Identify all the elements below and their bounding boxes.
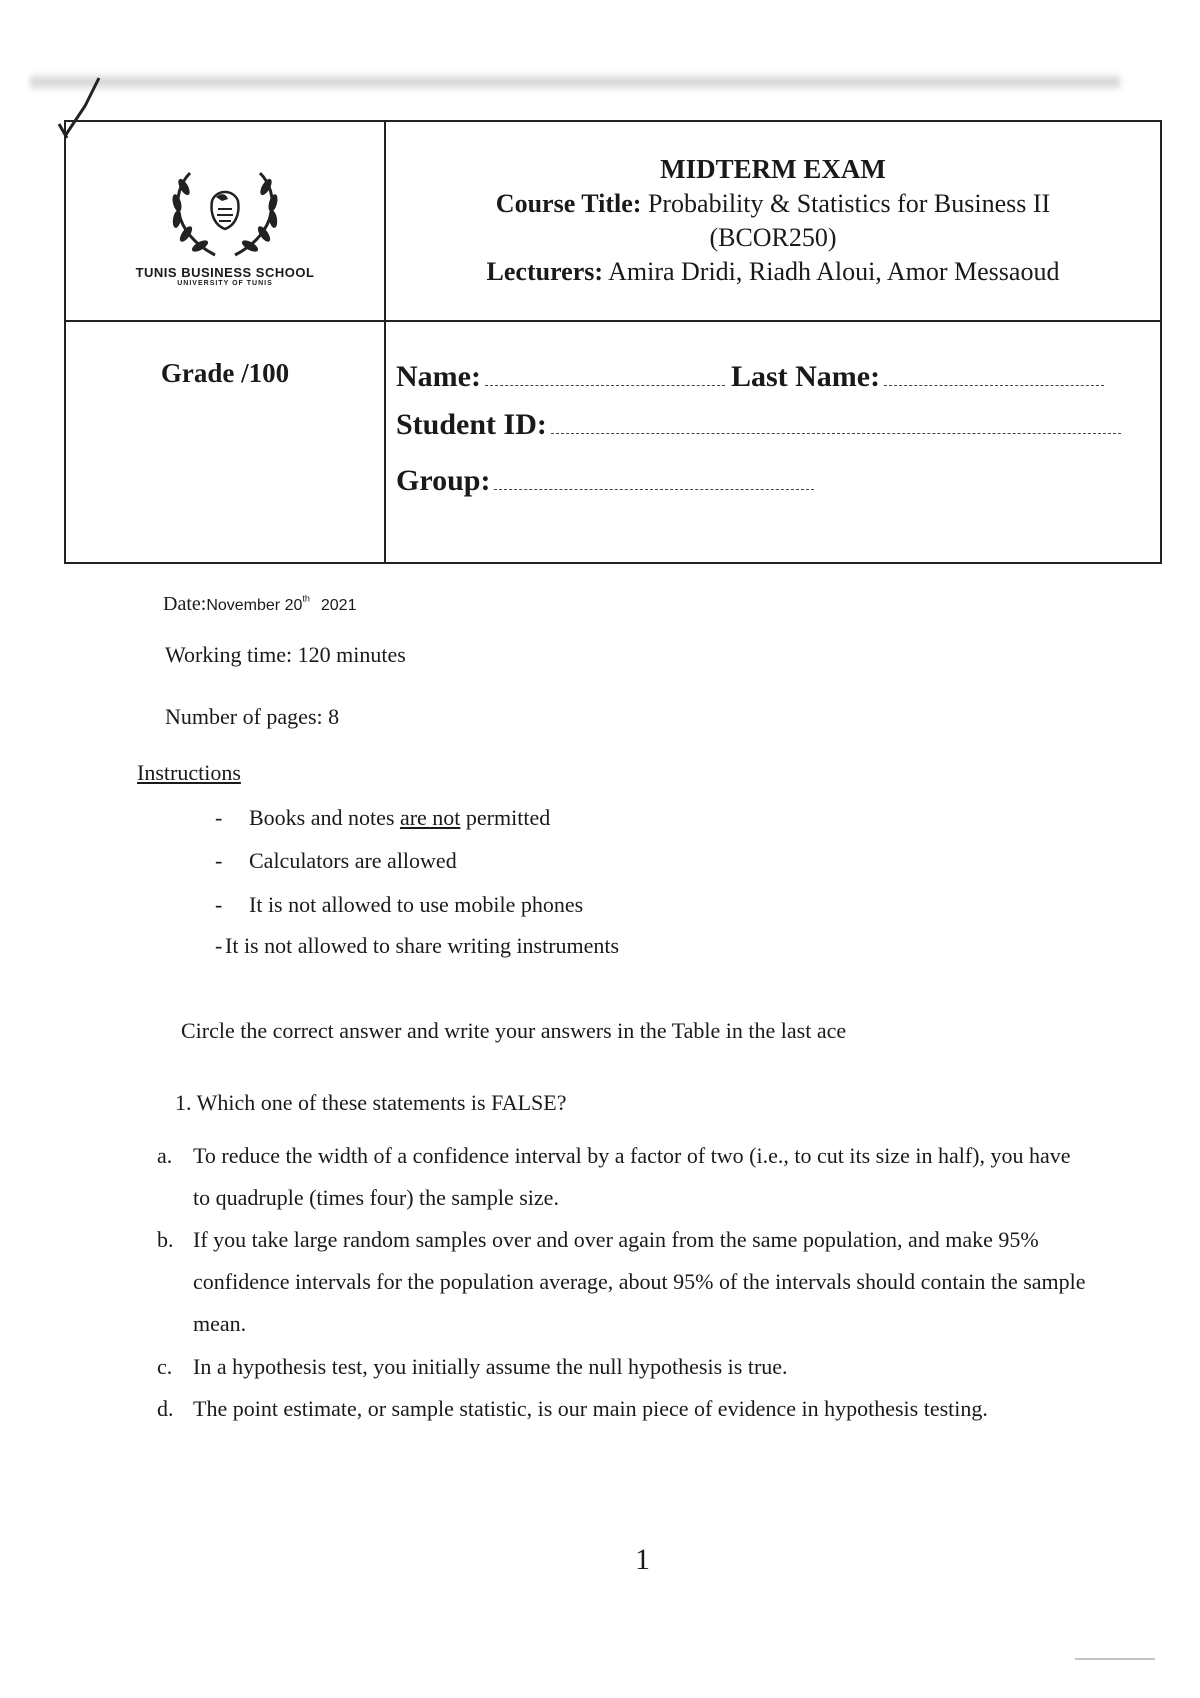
title-cell [386,122,1160,322]
logo-cell [66,122,386,322]
course-title-label: Course Title: [495,189,642,218]
instruction-text: It is not allowed to use mobile phones [249,892,584,917]
option-letter: b. [157,1227,174,1252]
answer-option-c[interactable] [157,1346,1117,1388]
name-field[interactable] [485,361,725,386]
last-name-label: Last Name: [730,360,881,393]
bullet-dash: - [215,805,223,830]
course-code: (BCOR250) [709,223,837,252]
instruction-item [215,933,619,959]
question-text: Which one of these statements is FALSE? [196,1090,567,1115]
date-year: 2021 [320,597,357,614]
instruction-item [215,892,583,918]
exam-date [163,590,356,616]
course-title-line [386,189,1160,219]
question-number: 1. [175,1090,192,1115]
bullet-dash: - [215,933,223,958]
name-row [396,360,1160,394]
date-month-day: November 20 [206,597,303,614]
answer-option-d[interactable] [157,1388,1117,1430]
scan-corner-mark [1075,1658,1155,1660]
instruction-text: It is not allowed to share writing instruments [225,933,620,958]
lecturers-value: Amira Dridi, Riadh Aloui, Amor Messaoud [608,257,1060,286]
group-label: Group: [396,464,491,497]
logo-school-name: TUNIS BUSINESS SCHOOL [135,265,315,280]
exam-title: MIDTERM EXAM [660,154,886,184]
option-text: To reduce the width of a confidence interval by a factor of two (i.e., to cut its size in half), you have to quadruple (times four) the sample size. [193,1143,1071,1210]
student-id-field[interactable] [551,409,1121,434]
course-title-value: Probability & Statistics for Business II [647,189,1051,218]
student-id-row [396,408,1160,442]
grade-cell[interactable] [66,322,386,562]
instruction-text: Books and notes are not permitted [249,805,551,830]
instruction-item [215,805,550,831]
group-field[interactable] [494,465,814,490]
option-letter: c. [157,1354,173,1379]
logo-university-name: UNIVERSITY OF TUNIS [177,280,273,287]
instructions-heading: Instructions [137,760,241,785]
working-time: Working time: 120 minutes [165,642,406,667]
answer-option-a[interactable] [157,1135,1117,1219]
option-letter: d. [157,1396,174,1421]
grade-label: Grade /100 [160,358,290,388]
last-name-field[interactable] [884,361,1104,386]
option-text: In a hypothesis test, you initially assume the null hypothesis is true. [193,1354,788,1379]
student-id-label: Student ID: [396,408,547,441]
date-suffix: th [302,593,310,604]
page-number: 1 [635,1543,650,1576]
student-fields-cell [386,322,1160,562]
lecturers-label: Lecturers: [486,257,604,286]
group-row [396,464,1160,498]
bullet-dash: - [215,892,223,917]
instruction-text: Calculators are allowed [249,848,457,873]
laurel-eagle-logo-icon [160,163,290,263]
lecturers-line [386,257,1160,287]
question-1 [175,1090,566,1116]
date-label: Date: [163,593,207,615]
name-label: Name: [396,360,481,393]
number-of-pages: Number of pages: 8 [165,704,340,729]
bullet-dash: - [215,848,223,873]
option-text: The point estimate, or sample statistic, is our main piece of evidence in hypothesis testing. [193,1396,988,1421]
answer-option-b[interactable] [157,1219,1117,1345]
scan-smudge [30,72,1120,92]
option-text: If you take large random samples over and over again from the same population, and make 95% confidence intervals for the population average, about 95% of the intervals should contain the sample mean. [193,1227,1086,1336]
answer-instruction: Circle the correct answer and write your answers in the Table in the last ace [181,1018,847,1043]
option-letter: a. [157,1143,173,1168]
exam-header-table [64,120,1162,564]
instruction-item [215,848,457,874]
